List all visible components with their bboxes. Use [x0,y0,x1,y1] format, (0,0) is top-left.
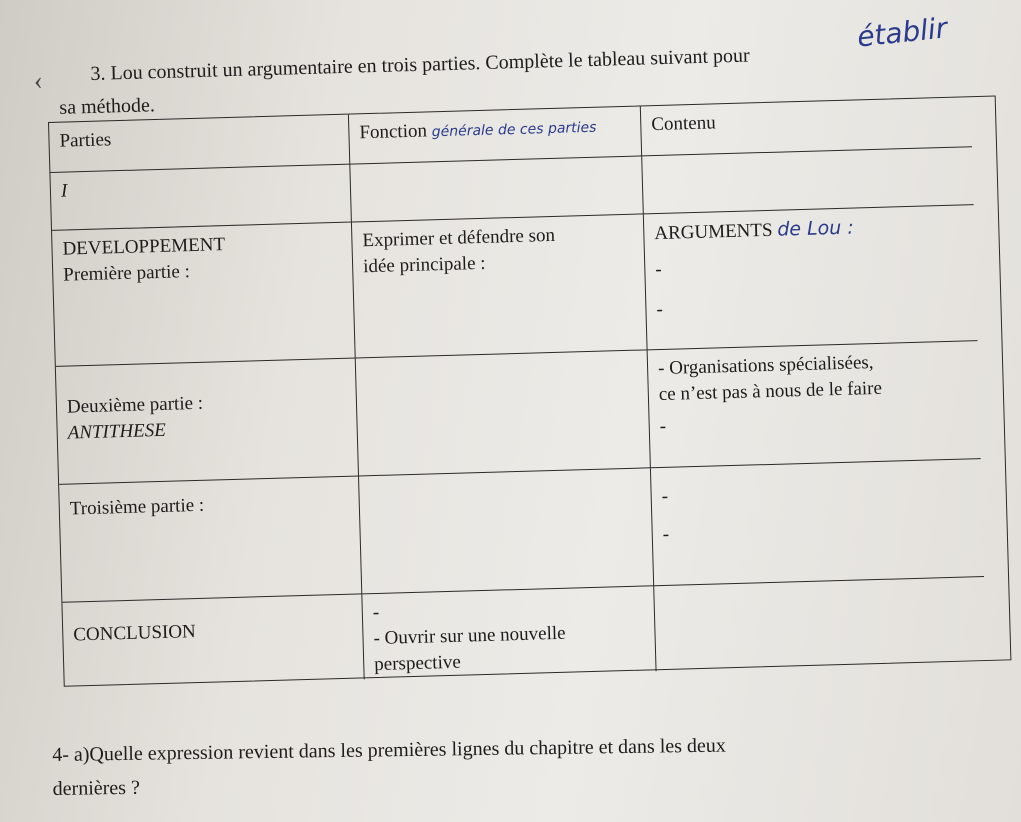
handwritten-fonction-note: générale de ces parties [431,119,597,141]
row5-fonction[interactable]: - - Ouvrir sur une nouvelle perspective [362,586,656,679]
handwritten-contenu-note: de Lou : [776,216,855,241]
row3-parties[interactable]: Deuxième partie : ANTITHESE [56,359,359,485]
question-3-text-continuation: sa méthode. [59,94,156,119]
question-4 [52,725,953,806]
row2-contenu[interactable]: ARGUMENTS de Lou : - - [644,205,978,350]
row3-contenu[interactable]: - Organisations spécialisées, ce n’est pas à nous de le faire - [648,341,981,468]
handwritten-etablir: établir [855,11,949,54]
question-4-text-continuation: dernières ? [52,776,141,800]
row1-parties[interactable]: I [50,165,352,231]
row2-fonction[interactable]: Exprimer et défendre son idée principale : [352,214,648,358]
margin-mark: ‹ [34,66,43,95]
row2-parties[interactable]: DEVELOPPEMENT Première partie : [52,223,356,367]
question-3-text: 3. Lou construit un argumentaire en trois parties. Complète le tableau suivant pour [90,44,750,85]
row4-fonction[interactable] [359,468,654,594]
header-contenu: Contenu [641,97,972,156]
method-table [48,96,1011,687]
row4-contenu[interactable]: - - [651,459,984,586]
question-4-text: 4- a)Quelle expression revient dans les premières lignes du chapitre et dans les deux [52,734,726,766]
row1-contenu[interactable] [642,147,973,214]
header-fonction: Fonction générale de ces parties [349,106,642,164]
row5-parties[interactable]: CONCLUSION [62,594,364,687]
row5-contenu[interactable] [654,577,986,671]
row3-fonction[interactable] [356,350,651,476]
row4-parties[interactable]: Troisième partie : [59,476,362,602]
row1-fonction[interactable] [350,156,644,222]
header-parties: Parties [49,115,350,173]
